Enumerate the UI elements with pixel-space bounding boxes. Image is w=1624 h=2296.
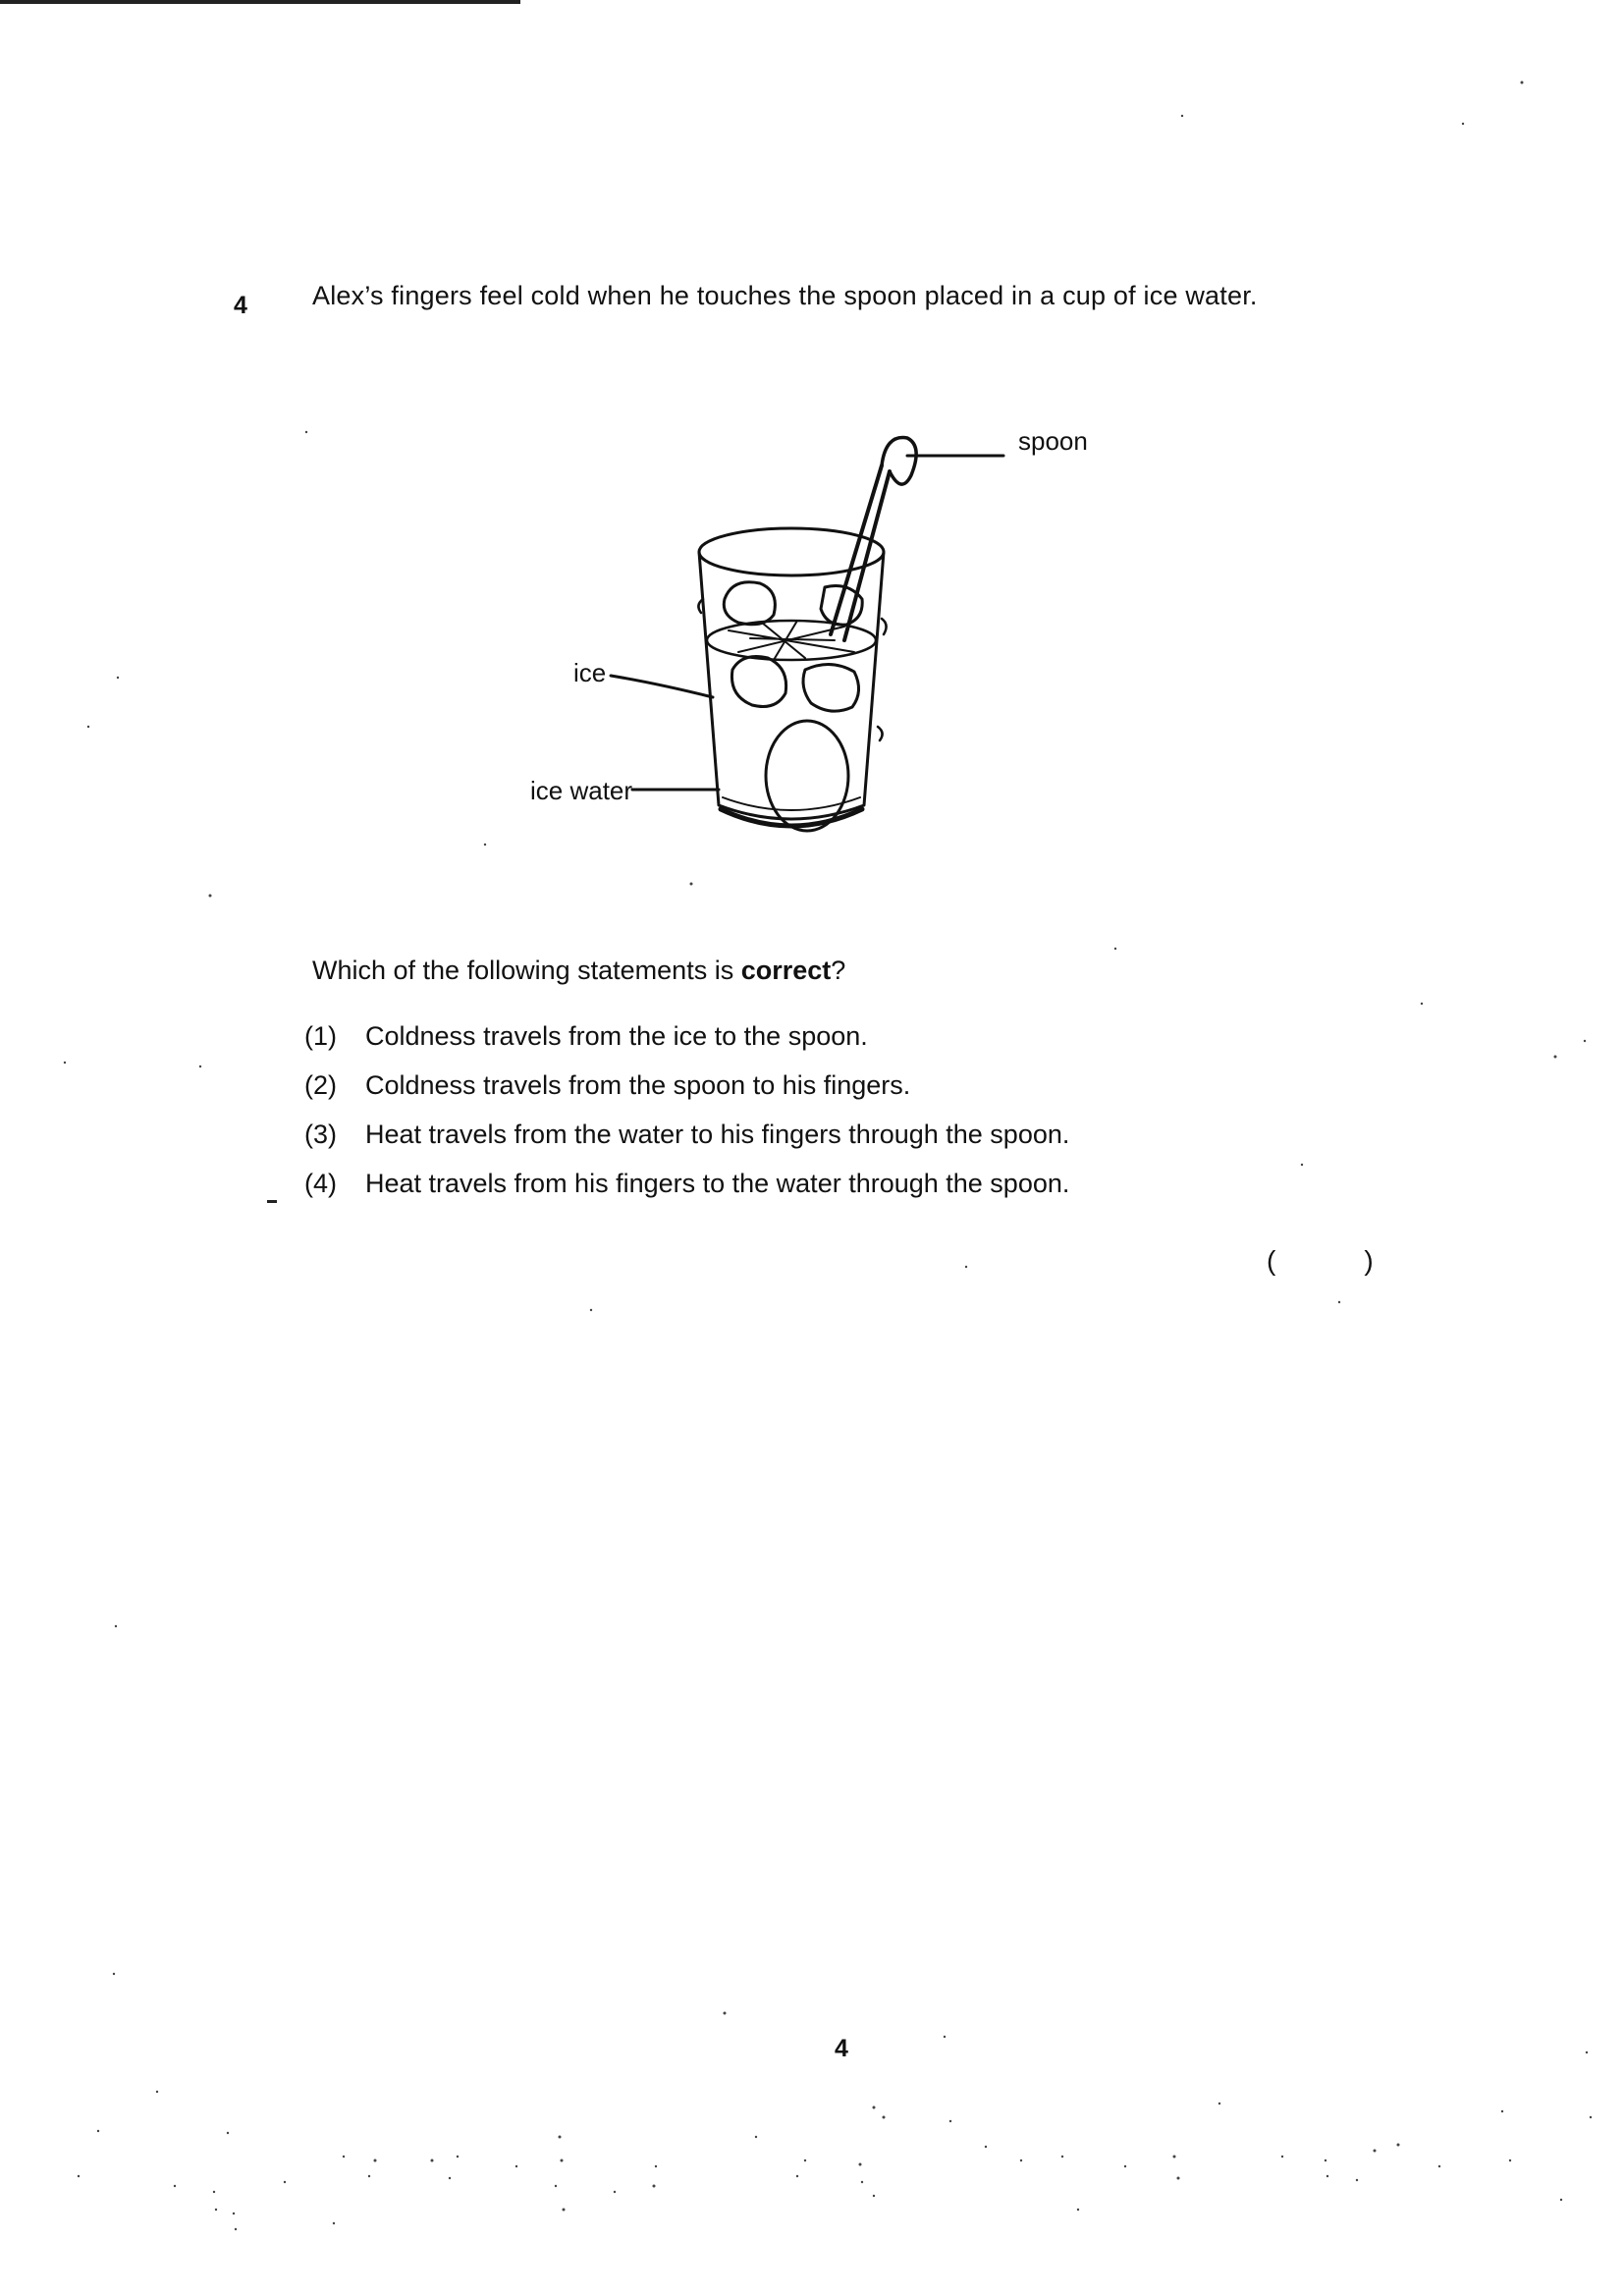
option-text: Heat travels from the water to his fingers through the spoon. (365, 1120, 1070, 1149)
ice-label: ice (573, 658, 607, 687)
spoon-handle (831, 465, 882, 634)
question-stem: Alex’s fingers feel cold when he touches the spoon placed in a cup of ice water. (312, 281, 1258, 310)
answer-close-bracket: ) (1364, 1245, 1374, 1276)
option-number: (2) (304, 1070, 337, 1100)
prompt-end: ? (831, 956, 846, 985)
ice-leader-line (611, 676, 713, 697)
prompt-emphasis: correct (740, 956, 832, 985)
answer-box[interactable] (1267, 1245, 1374, 1277)
ice-cube-bottom (766, 721, 848, 831)
cup-diagram (511, 412, 1119, 864)
question-prompt (312, 956, 845, 986)
option-text: Coldness travels from the ice to the spoon. (365, 1021, 868, 1051)
option-text: Heat travels from his fingers to the water through the spoon. (365, 1169, 1070, 1198)
ice-cube-middle-right (803, 664, 859, 711)
option-number: (3) (304, 1120, 337, 1149)
prompt-text: Which of the following statements is (312, 956, 741, 985)
page-number: 4 (835, 2035, 848, 2062)
margin-mark (267, 1200, 277, 1203)
ice-cube-top-left (724, 582, 775, 625)
question-number: 4 (234, 292, 247, 319)
top-rule (0, 0, 520, 4)
answer-open-bracket: ( (1267, 1245, 1276, 1276)
option-number: (1) (304, 1021, 337, 1051)
ice-water-label: ice water (530, 776, 633, 805)
option-text: Coldness travels from the spoon to his fingers. (365, 1070, 911, 1100)
spoon-label: spoon (1018, 426, 1088, 456)
ice-cube-middle-left (731, 657, 785, 707)
option-number: (4) (304, 1169, 337, 1198)
